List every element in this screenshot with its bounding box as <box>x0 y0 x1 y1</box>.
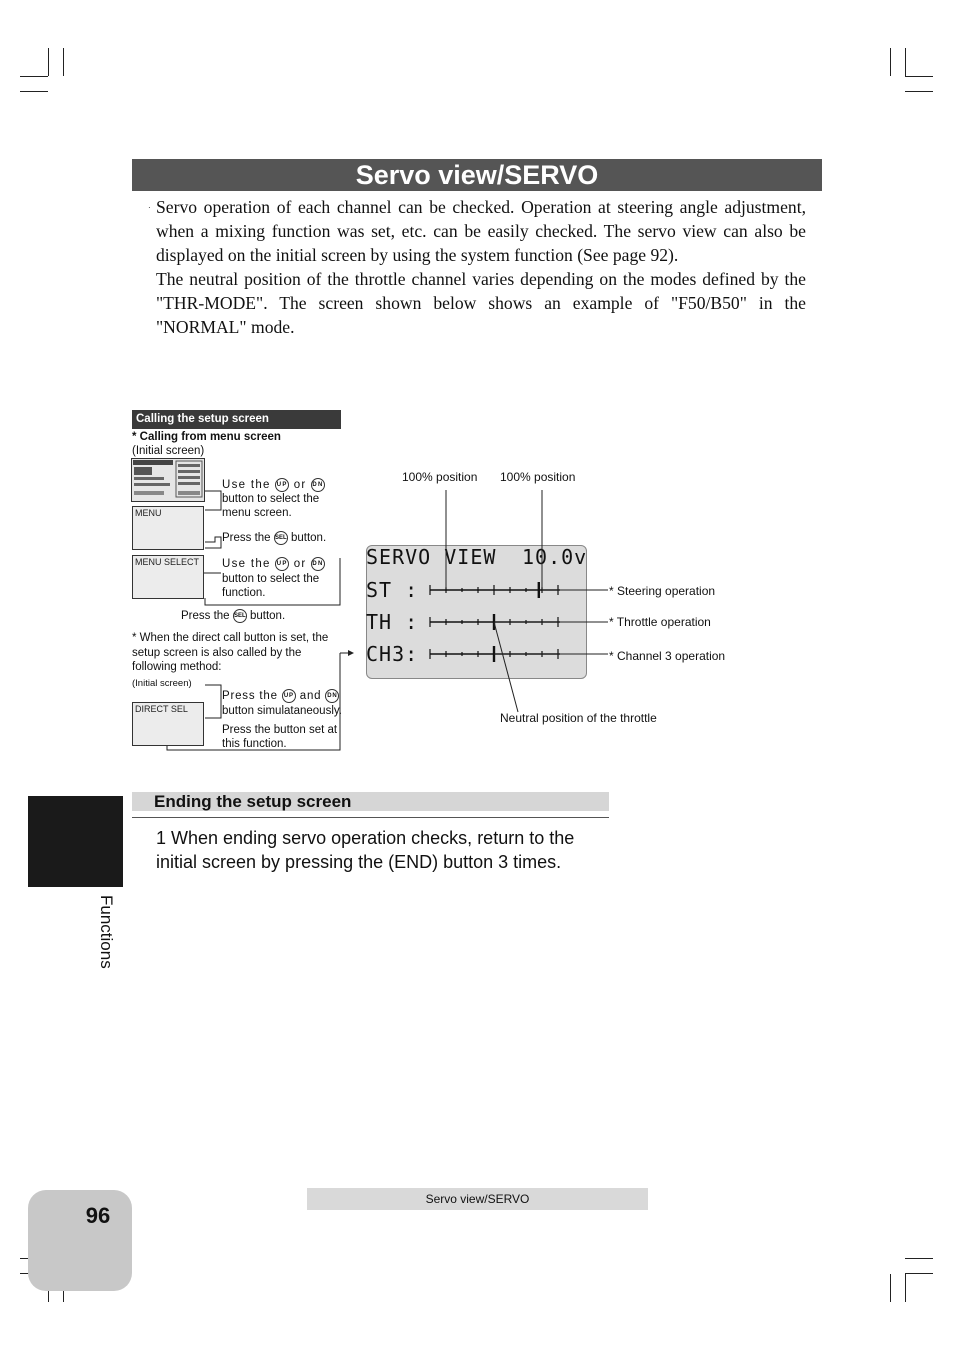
crop-mark <box>905 1258 933 1259</box>
initial-screen-label-2: (Initial screen) <box>132 678 192 689</box>
dn-button-icon: DN <box>311 557 325 571</box>
lcd-row-st-label: ST : <box>366 578 419 602</box>
dn-button-icon: DN <box>311 478 325 492</box>
side-label <box>92 895 120 990</box>
crop-mark <box>905 1273 933 1274</box>
crop-mark <box>20 91 48 92</box>
section-tab <box>28 796 123 887</box>
up-button-icon: UP <box>282 689 296 703</box>
ending-step-1: 1 When ending servo operation checks, return to the initial screen by pressing the (END) button 3 times. <box>156 828 575 872</box>
crop-mark <box>905 91 933 92</box>
intro-paragraph-1: Servo operation of each channel can be checked. Operation at steering angle adjustment, when a mixing function was set, etc. can be easily checked. The servo view can also be displayed on the initial screen by using the system function (See page 92). <box>156 197 806 265</box>
crop-mark <box>905 76 933 77</box>
crop-mark <box>905 1274 906 1302</box>
text-use-the: Use the <box>222 479 271 492</box>
ending-divider <box>132 817 609 818</box>
lcd-row-ch3-label: CH3: <box>366 642 419 666</box>
crop-mark <box>20 76 48 77</box>
callout-steering: * Steering operation <box>609 584 716 598</box>
text-button: button. <box>290 532 327 545</box>
page-title: Servo view/SERVO <box>132 159 822 191</box>
menu-select-label: MENU SELECT <box>135 557 200 567</box>
lcd-voltage: 10.0v <box>522 545 588 569</box>
callout-lines <box>420 480 620 720</box>
select-menu-text: button to select the menu screen. <box>222 493 320 519</box>
press-sel-instruction-2 <box>181 609 285 623</box>
text-and: and <box>299 690 322 703</box>
lcd-title: SERVO VIEW <box>366 545 497 569</box>
callout-throttle: * Throttle operation <box>609 615 711 629</box>
intro-text <box>156 195 806 339</box>
up-button-icon: UP <box>275 557 289 571</box>
from-menu-label: * Calling from menu screen <box>132 431 281 443</box>
page-number: 96 <box>85 1203 111 1228</box>
bullet-dot: · <box>148 203 151 212</box>
crop-mark <box>905 48 906 76</box>
lcd-row-th-label: TH : <box>366 610 419 634</box>
press-set-text: Press the button set at this function. <box>222 724 338 750</box>
callout-neutral: Neutral position of the throttle <box>500 711 657 725</box>
text-or: or <box>293 479 307 492</box>
crop-mark <box>890 48 891 76</box>
text-press-the: Press the <box>222 532 271 545</box>
select-function-text: button to select the function. <box>222 573 320 599</box>
instruction-use-updn-2 <box>222 557 342 571</box>
footer-label: Servo view/SERVO <box>307 1188 648 1210</box>
side-label-text: Functions <box>97 895 116 969</box>
crop-mark <box>890 1274 891 1302</box>
initial-screen-label: (Initial screen) <box>132 445 205 457</box>
text-press-the-3: Press the <box>222 690 278 703</box>
dn-button-icon: DN <box>325 689 339 703</box>
menu-select-box <box>132 555 204 599</box>
simultaneously-text: button simulataneously. <box>222 705 342 717</box>
instruction-use-updn <box>222 478 342 492</box>
text-use-the-2: Use the <box>222 558 271 571</box>
sel-button-icon: SEL <box>274 531 288 545</box>
callout-100-left: 100% position <box>402 470 478 484</box>
up-button-icon: UP <box>275 478 289 492</box>
intro-paragraph-2: The neutral position of the throttle channel varies depending on the modes defined by the "THR-MODE". The screen shown below shows an example of "F50/B50" in the "NORMAL" mode. <box>156 269 806 337</box>
ending-header: Ending the setup screen <box>132 792 609 811</box>
direct-sel-box <box>132 702 204 746</box>
direct-call-note: * When the direct call button is set, the setup screen is also called by the following method: <box>132 632 329 673</box>
press-sel-instruction <box>222 531 326 545</box>
press-up-dn-instruction <box>222 689 344 703</box>
text-press-the-2: Press the <box>181 610 230 623</box>
crop-mark <box>48 48 49 76</box>
menu-box-label: MENU <box>135 508 162 518</box>
callout-ch3: * Channel 3 operation <box>609 649 726 663</box>
setup-header: Calling the setup screen <box>132 410 341 429</box>
text-button-2: button. <box>249 610 286 623</box>
menu-screen-box <box>132 506 204 550</box>
crop-mark <box>63 48 64 76</box>
direct-sel-label: DIRECT SEL <box>135 704 188 714</box>
text-or-2: or <box>293 558 307 571</box>
sel-button-icon: SEL <box>233 609 247 623</box>
callout-100-right: 100% position <box>500 470 576 484</box>
